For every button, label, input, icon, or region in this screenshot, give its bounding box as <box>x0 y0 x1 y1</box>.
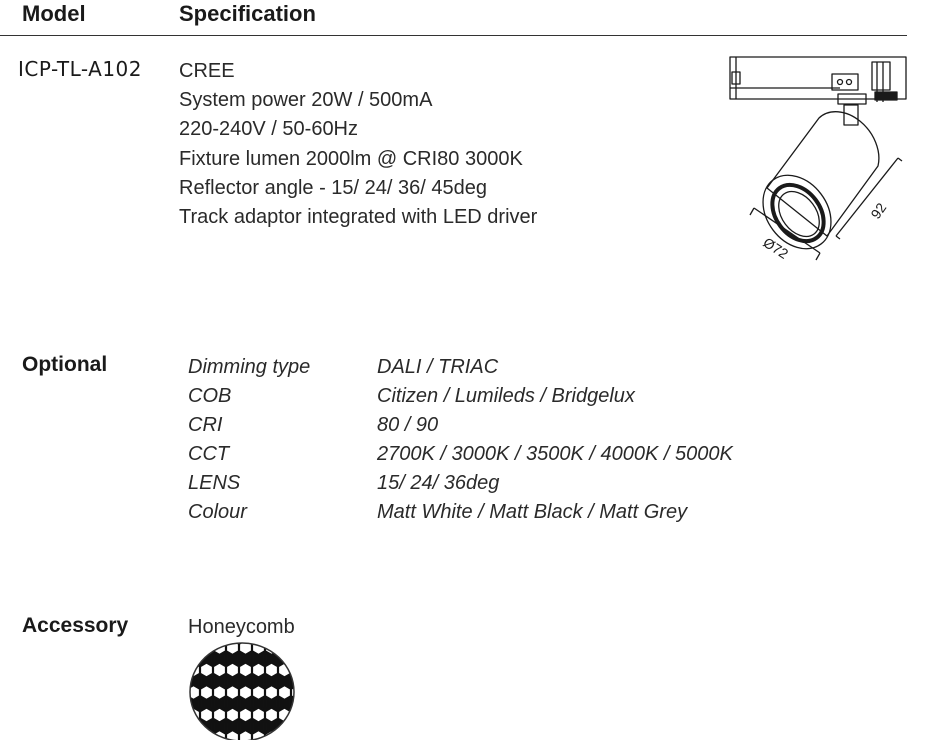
height-dimension-label: 92 <box>867 199 890 222</box>
spec-line: Track adaptor integrated with LED driver <box>179 206 538 229</box>
specification-column-header: Specification <box>179 1 316 26</box>
track-light-drawing <box>720 50 920 265</box>
spec-line: CREE <box>179 60 235 82</box>
option-value: Citizen / Lumileds / Bridgelux <box>377 385 635 407</box>
optional-row <box>188 411 733 440</box>
option-value: Matt White / Matt Black / Matt Grey <box>377 501 688 523</box>
option-value: 80 / 90 <box>377 414 439 436</box>
option-label: Dimming type <box>188 356 311 378</box>
spec-line: Fixture lumen 2000lm @ CRI80 3000K <box>179 147 523 170</box>
spec-line: System power 20W / 500mA <box>179 89 433 112</box>
spec-line: Reflector angle - 15/ 24/ 36/ 45deg <box>179 176 487 199</box>
option-label: LENS <box>188 472 241 494</box>
spec-line: 220-240V / 50-60Hz <box>179 118 359 141</box>
option-label: CRI <box>188 414 223 436</box>
honeycomb-image <box>187 640 297 740</box>
option-label: CCT <box>188 443 230 465</box>
option-label: Colour <box>188 501 247 523</box>
option-value: 2700K / 3000K / 3500K / 4000K / 5000K <box>377 443 733 465</box>
optional-row <box>188 498 733 527</box>
diameter-dimension-label: Ø72 <box>760 234 792 262</box>
optional-row <box>188 440 733 469</box>
option-label: COB <box>188 385 232 407</box>
header-divider <box>0 35 907 36</box>
accessory-item-label: Honeycomb <box>188 616 295 638</box>
optional-section-title: Optional <box>22 353 108 376</box>
option-value: 15/ 24/ 36deg <box>377 472 500 494</box>
optional-row <box>188 382 733 411</box>
optional-row <box>188 469 733 498</box>
option-value: DALI / TRIAC <box>377 356 499 378</box>
spec-list <box>179 57 537 232</box>
model-column-header: Model <box>22 1 86 26</box>
model-number: ICP-TL-A102 <box>18 57 143 81</box>
accessory-section-title: Accessory <box>22 614 129 637</box>
optional-row <box>188 353 733 382</box>
optional-table <box>188 353 733 527</box>
